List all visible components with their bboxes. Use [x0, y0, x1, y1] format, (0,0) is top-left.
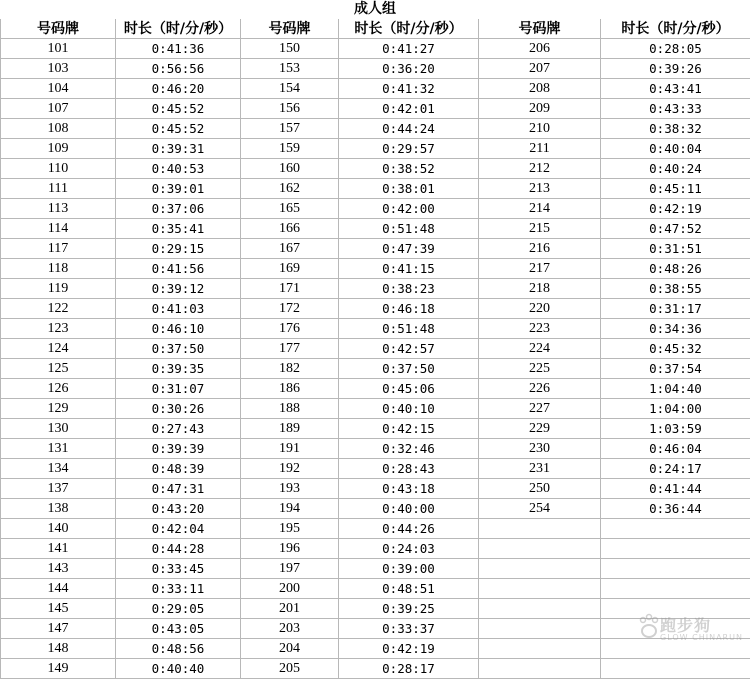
table-row [1, 579, 750, 599]
cell-duration-col1: 0:46:20 [116, 79, 241, 99]
table-row [1, 299, 750, 319]
cell-duration-col1: 0:48:56 [116, 639, 241, 659]
cell-number-col1: 119 [1, 279, 116, 299]
cell-duration-col3: 0:24:17 [601, 459, 750, 479]
table-row [1, 439, 750, 459]
cell-number-col1: 122 [1, 299, 116, 319]
cell-number-col2: 166 [241, 219, 339, 239]
cell-duration-col1: 0:41:36 [116, 39, 241, 59]
cell-duration-col3: 0:48:26 [601, 259, 750, 279]
cell-duration-col3: 0:34:36 [601, 319, 750, 339]
cell-duration-col3 [601, 539, 750, 559]
table-row [1, 339, 750, 359]
cell-duration-col1: 0:39:31 [116, 139, 241, 159]
cell-duration-col2: 0:40:10 [339, 399, 479, 419]
header-number-col3: 号码牌 [479, 19, 601, 39]
cell-number-col1: 130 [1, 419, 116, 439]
cell-number-col1: 113 [1, 199, 116, 219]
cell-number-col3 [479, 599, 601, 619]
cell-duration-col1: 0:39:39 [116, 439, 241, 459]
cell-number-col1: 143 [1, 559, 116, 579]
cell-duration-col1: 0:35:41 [116, 219, 241, 239]
cell-number-col3: 227 [479, 399, 601, 419]
cell-number-col3 [479, 619, 601, 639]
cell-number-col3: 218 [479, 279, 601, 299]
cell-number-col3: 229 [479, 419, 601, 439]
cell-duration-col1: 0:48:39 [116, 459, 241, 479]
cell-number-col1: 138 [1, 499, 116, 519]
table-row [1, 219, 750, 239]
cell-number-col3 [479, 559, 601, 579]
cell-number-col1: 129 [1, 399, 116, 419]
cell-duration-col3: 0:31:17 [601, 299, 750, 319]
cell-number-col3: 230 [479, 439, 601, 459]
cell-number-col3: 224 [479, 339, 601, 359]
cell-duration-col3: 0:47:52 [601, 219, 750, 239]
cell-number-col1: 101 [1, 39, 116, 59]
cell-duration-col1: 0:37:50 [116, 339, 241, 359]
cell-number-col2: 176 [241, 319, 339, 339]
cell-number-col2: 172 [241, 299, 339, 319]
cell-number-col1: 103 [1, 59, 116, 79]
cell-number-col3: 215 [479, 219, 601, 239]
cell-number-col2: 189 [241, 419, 339, 439]
cell-duration-col3: 0:28:05 [601, 39, 750, 59]
cell-duration-col2: 0:51:48 [339, 219, 479, 239]
cell-number-col1: 148 [1, 639, 116, 659]
cell-duration-col2: 0:28:43 [339, 459, 479, 479]
cell-number-col1: 118 [1, 259, 116, 279]
cell-number-col1: 137 [1, 479, 116, 499]
cell-number-col2: 205 [241, 659, 339, 679]
cell-number-col3: 209 [479, 99, 601, 119]
cell-duration-col2: 0:38:52 [339, 159, 479, 179]
cell-number-col3: 207 [479, 59, 601, 79]
cell-duration-col2: 0:41:27 [339, 39, 479, 59]
cell-duration-col1: 0:40:40 [116, 659, 241, 679]
cell-duration-col1: 0:56:56 [116, 59, 241, 79]
table-row [1, 119, 750, 139]
table-row [1, 179, 750, 199]
table-row [1, 99, 750, 119]
cell-duration-col2: 0:42:15 [339, 419, 479, 439]
cell-duration-col1: 0:41:56 [116, 259, 241, 279]
cell-number-col3: 223 [479, 319, 601, 339]
table-row [1, 139, 750, 159]
cell-duration-col2: 0:38:23 [339, 279, 479, 299]
cell-number-col1: 108 [1, 119, 116, 139]
cell-duration-col1: 0:29:15 [116, 239, 241, 259]
cell-number-col3: 254 [479, 499, 601, 519]
cell-number-col1: 149 [1, 659, 116, 679]
cell-number-col3 [479, 579, 601, 599]
cell-number-col2: 157 [241, 119, 339, 139]
cell-duration-col2: 0:51:48 [339, 319, 479, 339]
cell-duration-col2: 0:39:00 [339, 559, 479, 579]
cell-number-col3: 210 [479, 119, 601, 139]
cell-number-col3 [479, 639, 601, 659]
cell-duration-col2: 0:37:50 [339, 359, 479, 379]
results-table [0, 19, 750, 679]
cell-duration-col3: 1:04:00 [601, 399, 750, 419]
header-number-col1: 号码牌 [1, 19, 116, 39]
table-row [1, 319, 750, 339]
cell-duration-col1: 0:27:43 [116, 419, 241, 439]
cell-number-col2: 192 [241, 459, 339, 479]
cell-duration-col1: 0:40:53 [116, 159, 241, 179]
cell-duration-col1: 0:47:31 [116, 479, 241, 499]
header-row [1, 19, 750, 39]
table-row [1, 59, 750, 79]
table-row [1, 519, 750, 539]
cell-duration-col3: 0:46:04 [601, 439, 750, 459]
cell-duration-col1: 0:31:07 [116, 379, 241, 399]
cell-duration-col3: 0:42:19 [601, 199, 750, 219]
cell-number-col3: 214 [479, 199, 601, 219]
cell-number-col2: 160 [241, 159, 339, 179]
cell-number-col2: 154 [241, 79, 339, 99]
table-row [1, 259, 750, 279]
cell-duration-col3: 0:37:54 [601, 359, 750, 379]
cell-duration-col3: 0:40:04 [601, 139, 750, 159]
cell-duration-col3: 0:38:32 [601, 119, 750, 139]
cell-number-col2: 204 [241, 639, 339, 659]
cell-number-col1: 107 [1, 99, 116, 119]
cell-number-col2: 197 [241, 559, 339, 579]
cell-duration-col2: 0:42:57 [339, 339, 479, 359]
cell-duration-col3: 0:45:32 [601, 339, 750, 359]
cell-number-col1: 110 [1, 159, 116, 179]
cell-duration-col2: 0:41:32 [339, 79, 479, 99]
header-number-col2: 号码牌 [241, 19, 339, 39]
cell-number-col3 [479, 519, 601, 539]
table-row [1, 399, 750, 419]
cell-number-col2: 191 [241, 439, 339, 459]
table-row [1, 419, 750, 439]
cell-number-col2: 150 [241, 39, 339, 59]
cell-duration-col1: 0:37:06 [116, 199, 241, 219]
cell-duration-col2: 0:42:00 [339, 199, 479, 219]
cell-duration-col2: 0:47:39 [339, 239, 479, 259]
cell-number-col3: 250 [479, 479, 601, 499]
cell-duration-col3: 0:40:24 [601, 159, 750, 179]
cell-duration-col2: 0:44:24 [339, 119, 479, 139]
cell-duration-col3: 0:31:51 [601, 239, 750, 259]
cell-duration-col3 [601, 579, 750, 599]
cell-number-col3: 211 [479, 139, 601, 159]
cell-number-col1: 104 [1, 79, 116, 99]
cell-duration-col1: 0:46:10 [116, 319, 241, 339]
table-row [1, 39, 750, 59]
header-duration-col1: 时长（时/分/秒） [116, 19, 241, 39]
table-row [1, 499, 750, 519]
cell-number-col1: 141 [1, 539, 116, 559]
cell-number-col2: 171 [241, 279, 339, 299]
cell-duration-col3: 0:43:33 [601, 99, 750, 119]
cell-duration-col2: 0:42:19 [339, 639, 479, 659]
cell-number-col3: 226 [479, 379, 601, 399]
cell-number-col2: 194 [241, 499, 339, 519]
cell-number-col3 [479, 659, 601, 679]
cell-duration-col1: 0:43:20 [116, 499, 241, 519]
table-row [1, 459, 750, 479]
cell-duration-col1: 0:33:45 [116, 559, 241, 579]
cell-duration-col1: 0:39:12 [116, 279, 241, 299]
cell-duration-col2: 0:38:01 [339, 179, 479, 199]
table-row [1, 659, 750, 679]
cell-number-col2: 177 [241, 339, 339, 359]
cell-number-col3: 220 [479, 299, 601, 319]
cell-duration-col2: 0:41:15 [339, 259, 479, 279]
cell-duration-col2: 0:33:37 [339, 619, 479, 639]
watermark-text: 跑步狗 [660, 613, 711, 636]
cell-number-col3: 212 [479, 159, 601, 179]
cell-number-col2: 188 [241, 399, 339, 419]
cell-duration-col3: 1:03:59 [601, 419, 750, 439]
cell-duration-col2: 0:32:46 [339, 439, 479, 459]
cell-number-col2: 195 [241, 519, 339, 539]
table-row [1, 199, 750, 219]
cell-duration-col2: 0:45:06 [339, 379, 479, 399]
watermark-subtext: GLOW CHINARUN [660, 633, 743, 642]
cell-duration-col3: 0:39:26 [601, 59, 750, 79]
table-row [1, 279, 750, 299]
cell-number-col1: 111 [1, 179, 116, 199]
cell-duration-col1: 0:39:35 [116, 359, 241, 379]
cell-duration-col2: 0:48:51 [339, 579, 479, 599]
cell-duration-col2: 0:39:25 [339, 599, 479, 619]
cell-duration-col2: 0:44:26 [339, 519, 479, 539]
header-duration-col2: 时长（时/分/秒） [339, 19, 479, 39]
cell-number-col1: 144 [1, 579, 116, 599]
cell-number-col2: 186 [241, 379, 339, 399]
cell-duration-col1: 0:44:28 [116, 539, 241, 559]
cell-duration-col3 [601, 559, 750, 579]
cell-number-col1: 117 [1, 239, 116, 259]
cell-number-col3: 217 [479, 259, 601, 279]
cell-number-col3: 216 [479, 239, 601, 259]
table-row [1, 239, 750, 259]
cell-number-col3 [479, 539, 601, 559]
cell-number-col1: 123 [1, 319, 116, 339]
cell-number-col3: 208 [479, 79, 601, 99]
paw-icon [638, 611, 660, 641]
cell-duration-col2: 0:28:17 [339, 659, 479, 679]
cell-duration-col3 [601, 519, 750, 539]
cell-duration-col2: 0:29:57 [339, 139, 479, 159]
cell-duration-col3: 0:45:11 [601, 179, 750, 199]
cell-number-col1: 131 [1, 439, 116, 459]
cell-number-col3: 231 [479, 459, 601, 479]
cell-number-col2: 162 [241, 179, 339, 199]
cell-number-col2: 167 [241, 239, 339, 259]
cell-duration-col3: 0:38:55 [601, 279, 750, 299]
cell-number-col3: 213 [479, 179, 601, 199]
cell-number-col2: 159 [241, 139, 339, 159]
cell-number-col3: 206 [479, 39, 601, 59]
table-row [1, 159, 750, 179]
cell-duration-col3 [601, 659, 750, 679]
cell-duration-col2: 0:43:18 [339, 479, 479, 499]
cell-number-col1: 114 [1, 219, 116, 239]
cell-duration-col1: 0:29:05 [116, 599, 241, 619]
cell-duration-col2: 0:46:18 [339, 299, 479, 319]
cell-duration-col1: 0:43:05 [116, 619, 241, 639]
cell-number-col2: 203 [241, 619, 339, 639]
table-row [1, 79, 750, 99]
cell-number-col1: 125 [1, 359, 116, 379]
cell-number-col2: 193 [241, 479, 339, 499]
cell-duration-col2: 0:42:01 [339, 99, 479, 119]
page-title: 成人组 [0, 0, 750, 19]
header-duration-col3: 时长（时/分/秒） [601, 19, 750, 39]
cell-duration-col2: 0:36:20 [339, 59, 479, 79]
table-body [1, 39, 750, 679]
cell-duration-col1: 0:41:03 [116, 299, 241, 319]
cell-number-col2: 153 [241, 59, 339, 79]
cell-number-col2: 200 [241, 579, 339, 599]
cell-number-col1: 134 [1, 459, 116, 479]
table-row [1, 539, 750, 559]
cell-number-col2: 156 [241, 99, 339, 119]
cell-duration-col2: 0:24:03 [339, 539, 479, 559]
cell-number-col2: 201 [241, 599, 339, 619]
cell-number-col3: 225 [479, 359, 601, 379]
watermark-logo [638, 611, 746, 645]
cell-number-col2: 182 [241, 359, 339, 379]
cell-duration-col1: 0:45:52 [116, 99, 241, 119]
cell-number-col1: 147 [1, 619, 116, 639]
cell-duration-col3: 0:36:44 [601, 499, 750, 519]
cell-duration-col1: 0:33:11 [116, 579, 241, 599]
cell-duration-col3: 0:41:44 [601, 479, 750, 499]
table-row [1, 359, 750, 379]
cell-number-col1: 126 [1, 379, 116, 399]
cell-number-col1: 124 [1, 339, 116, 359]
table-row [1, 559, 750, 579]
cell-number-col1: 140 [1, 519, 116, 539]
cell-duration-col1: 0:30:26 [116, 399, 241, 419]
cell-duration-col1: 0:45:52 [116, 119, 241, 139]
cell-number-col1: 109 [1, 139, 116, 159]
table-row [1, 379, 750, 399]
cell-duration-col3: 0:43:41 [601, 79, 750, 99]
cell-number-col2: 165 [241, 199, 339, 219]
cell-duration-col1: 0:42:04 [116, 519, 241, 539]
cell-number-col2: 169 [241, 259, 339, 279]
cell-number-col2: 196 [241, 539, 339, 559]
cell-number-col1: 145 [1, 599, 116, 619]
cell-duration-col1: 0:39:01 [116, 179, 241, 199]
table-row [1, 479, 750, 499]
cell-duration-col3: 1:04:40 [601, 379, 750, 399]
cell-duration-col2: 0:40:00 [339, 499, 479, 519]
